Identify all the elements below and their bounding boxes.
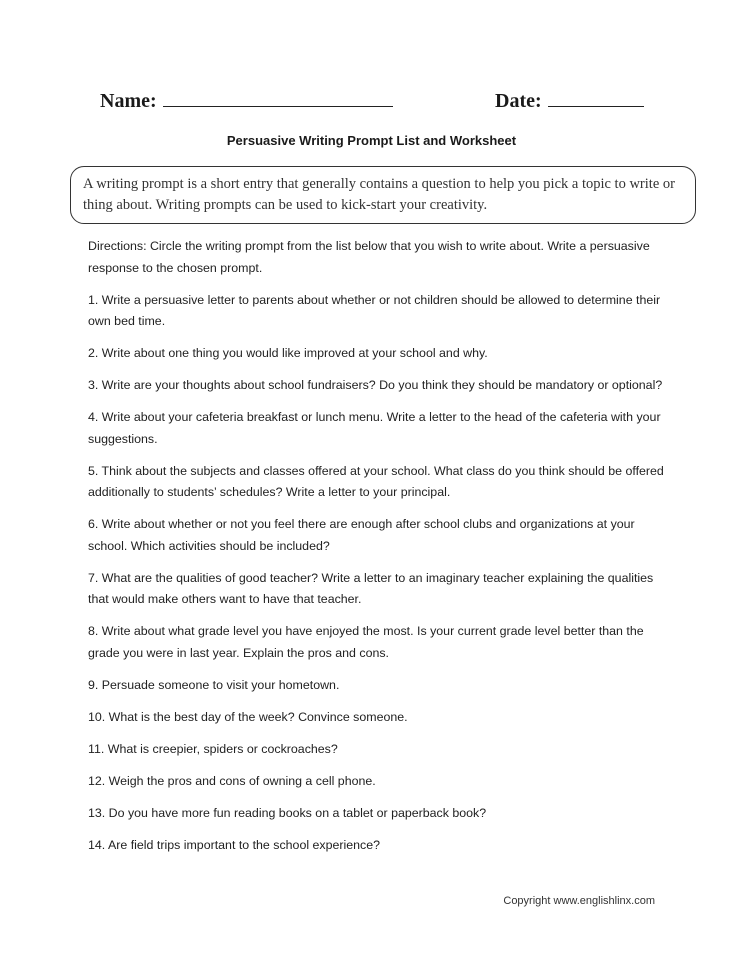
prompt-item: 8. Write about what grade level you have enjoyed the most. Is your current grade level better than the grade you were in last year. Explain the pros and cons. [88, 624, 644, 660]
date-label: Date: [495, 90, 542, 112]
prompt-list [88, 290, 668, 857]
prompt-item: 2. Write about one thing you would like improved at your school and why. [88, 346, 488, 360]
name-label: Name: [100, 90, 157, 112]
date-blank-line[interactable] [548, 86, 644, 107]
prompt-item: 13. Do you have more fun reading books on a tablet or paperback book? [88, 805, 487, 820]
prompt-item: 6. Write about whether or not you feel there are enough after school clubs and organizations at your school. Which activities should be included? [88, 517, 635, 553]
prompt-item: 12. Weigh the pros and cons of owning a cell phone. [88, 773, 376, 788]
prompt-item: 10. What is the best day of the week? Convince someone. [88, 709, 408, 724]
prompt-item: 1. Write a persuasive letter to parents about whether or not children should be allowed to determine their own bed time. [88, 292, 661, 328]
worksheet-header [100, 86, 660, 116]
worksheet-body [88, 236, 668, 867]
name-field [100, 86, 393, 114]
prompt-item: 5. Think about the subjects and classes offered at your school. What class do you think should be offered additionally to students’ schedules? Write a letter to your principal. [88, 463, 664, 499]
page-title: Persuasive Writing Prompt List and Worksheet [226, 133, 517, 148]
name-blank-line[interactable] [163, 86, 393, 107]
copyright-text: Copyright www.englishlinx.com [503, 895, 655, 907]
directions-text: Directions: Circle the writing prompt from the list below that you wish to write about. Write a persuasive response to the chosen prompt. [88, 239, 650, 275]
prompt-item: 14. Are field trips important to the school experience? [88, 837, 381, 852]
prompt-item: 4. Write about your cafeteria breakfast or lunch menu. Write a letter to the head of the cafeteria with your suggestions. [88, 410, 661, 446]
intro-box: A writing prompt is a short entry that generally contains a question to help you pick a topic to write or thing about. Writing prompts can be used to kick-start your creativity. [70, 166, 696, 224]
prompt-item: 9. Persuade someone to visit your hometown. [88, 677, 340, 692]
date-field [495, 86, 644, 114]
prompt-item: 11. What is creepier, spiders or cockroaches? [88, 741, 338, 756]
prompt-item: 3. Write are your thoughts about school fundraisers? Do you think they should be mandatory or optional? [88, 378, 663, 392]
prompt-item: 7. What are the qualities of good teacher? Write a letter to an imaginary teacher explaining the qualities that would make others want to have that teacher. [88, 570, 654, 606]
